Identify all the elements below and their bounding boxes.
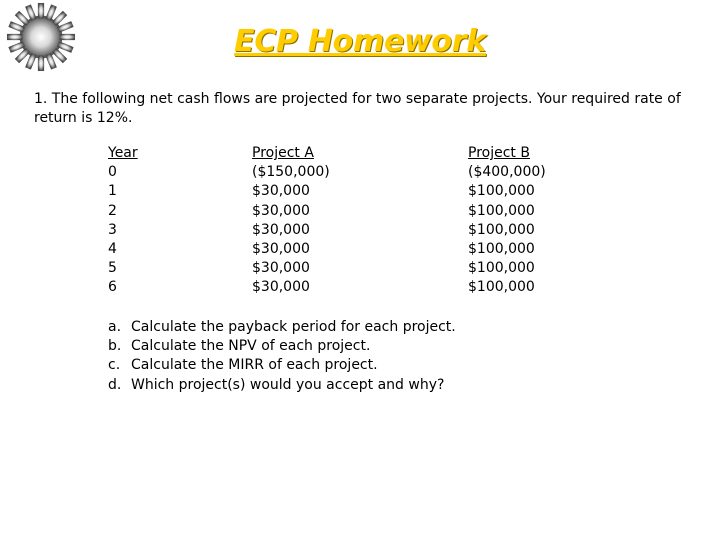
question-item — [108, 376, 456, 395]
question-item — [108, 337, 456, 356]
project-b-cell: $100,000 — [468, 183, 535, 200]
year-cell: 0 — [108, 164, 117, 181]
project-b-cell: $100,000 — [468, 260, 535, 277]
year-cell: 2 — [108, 202, 117, 219]
question-text: Calculate the payback period for each project. — [131, 319, 456, 335]
question-label: b. — [108, 338, 122, 355]
project-a-cell: $30,000 — [252, 202, 310, 219]
question-label: d. — [108, 376, 122, 393]
year-cell: 5 — [108, 260, 117, 277]
project-a-cell: $30,000 — [252, 279, 310, 296]
gear-tooth — [38, 3, 44, 19]
question-label: c. — [108, 357, 121, 374]
project-a-cell: $30,000 — [252, 221, 310, 238]
year-cell: 6 — [108, 279, 117, 296]
project-b-cell: ($400,000) — [468, 164, 546, 181]
project-b-cell: $100,000 — [468, 221, 535, 238]
question-label: a. — [108, 319, 122, 335]
project-b-header: Project B — [468, 145, 530, 161]
intro-text: 1. The following net cash flows are projected for two separate projects. Your required rate of return is 12%. — [34, 91, 681, 126]
year-cell: 1 — [108, 183, 117, 200]
question-item — [108, 356, 456, 375]
project-a-cell: $30,000 — [252, 260, 310, 277]
question-item — [108, 318, 456, 337]
year-cell: 4 — [108, 241, 117, 258]
page-title: ECP Homework — [234, 24, 486, 59]
project-a-cell: $30,000 — [252, 241, 310, 258]
project-b-column — [468, 144, 546, 298]
question-text: Calculate the NPV of each project. — [131, 338, 371, 355]
year-header: Year — [108, 145, 138, 161]
project-b-cell: $100,000 — [468, 202, 535, 219]
year-column — [108, 144, 138, 298]
question-text: Calculate the MIRR of each project. — [131, 357, 378, 374]
project-a-header: Project A — [252, 145, 314, 161]
project-a-cell: $30,000 — [252, 183, 310, 200]
project-b-cell: $100,000 — [468, 279, 535, 296]
year-cell: 3 — [108, 221, 117, 238]
question-list — [108, 318, 456, 395]
project-b-cell: $100,000 — [468, 241, 535, 258]
project-a-column — [252, 144, 330, 298]
project-a-cell: ($150,000) — [252, 164, 330, 181]
question-text: Which project(s) would you accept and why? — [131, 376, 445, 393]
